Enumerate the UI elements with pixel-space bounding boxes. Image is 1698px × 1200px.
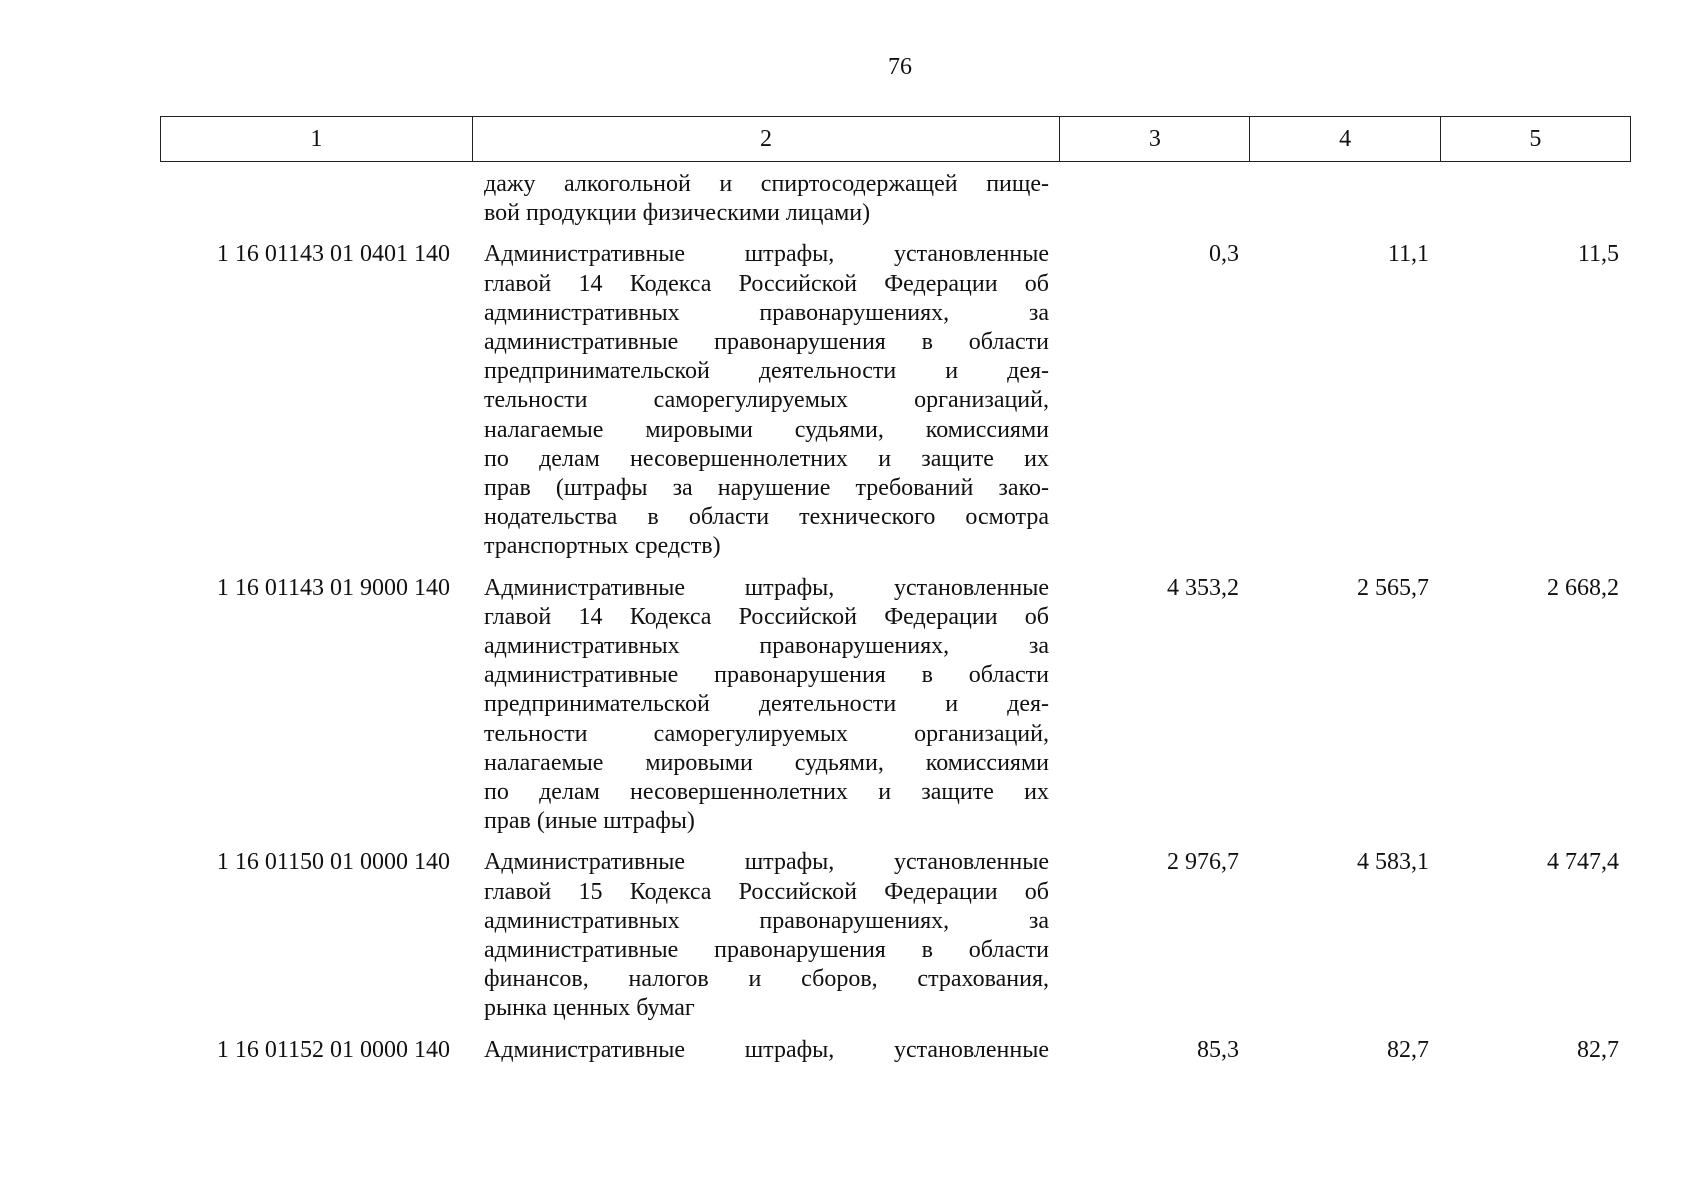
amount-col-3: 85,3	[1197, 1036, 1239, 1063]
budget-code: 1 16 01150 01 0000 140	[216, 849, 450, 876]
description-line: предпринимательской деятельности и дея-	[484, 691, 1049, 718]
budget-code	[160, 170, 472, 240]
revenue-description	[472, 170, 1061, 240]
revenue-description	[472, 1036, 1061, 1077]
description-line: главой 14 Кодекса Российской Федерации об	[484, 270, 1049, 297]
description-line: финансов, налогов и сборов, страхования,	[484, 966, 1049, 993]
amount-col-3: 0,3	[1209, 241, 1239, 268]
description-line: Административные штрафы, установленные	[484, 574, 1049, 601]
table-header	[160, 116, 1631, 162]
description-line: Административные штрафы, установленные	[484, 241, 1049, 268]
description-line: административные правонарушения в области	[484, 662, 1049, 689]
header-col-2: 2	[472, 117, 1060, 162]
amount-col-5	[1441, 170, 1631, 240]
table-row	[160, 848, 1631, 1035]
header-col-1: 1	[161, 117, 473, 162]
description-line: административные правонарушения в области	[484, 329, 1049, 356]
amount-col-4	[1251, 170, 1441, 240]
description-line: налагаемые мировыми судьями, комиссиями	[484, 749, 1049, 776]
amount-col-3: 2 976,7	[1167, 849, 1239, 876]
description-line: предпринимательской деятельности и дея-	[484, 358, 1049, 385]
page-number: 76	[888, 54, 912, 80]
amount-col-4: 2 565,7	[1357, 574, 1429, 601]
description-line: главой 15 Кодекса Российской Федерации об	[484, 878, 1049, 905]
description-line: рынка ценных бумаг	[484, 995, 695, 1022]
description-line: Административные штрафы, установленные	[484, 1036, 1049, 1063]
description-line: нодательства в области технического осмотра	[484, 504, 1049, 531]
amount-col-5: 11,5	[1577, 241, 1619, 268]
description-line: прав (штрафы за нарушение требований зако-	[484, 475, 1049, 502]
amount-col-4: 4 583,1	[1357, 849, 1429, 876]
description-line: прав (иные штрафы)	[484, 808, 695, 835]
header-col-4: 4	[1250, 117, 1440, 162]
table-row	[160, 1036, 1631, 1077]
amount-col-4: 82,7	[1387, 1036, 1429, 1063]
table-row	[160, 170, 1631, 240]
header-row	[161, 117, 1631, 162]
header-col-3: 3	[1060, 117, 1250, 162]
description-line: тельности саморегулируемых организаций,	[484, 720, 1049, 747]
description-line: тельности саморегулируемых организаций,	[484, 387, 1049, 414]
table-body	[160, 170, 1631, 1077]
description-line: административные правонарушения в области	[484, 937, 1049, 964]
description-line: административных правонарушениях, за	[484, 907, 1049, 934]
description-line: дажу алкогольной и спиртосодержащей пище-	[484, 171, 1049, 197]
description-line: Административные штрафы, установленные	[484, 849, 1049, 876]
description-line: вой продукции физическими лицами)	[484, 200, 871, 227]
amount-col-5: 82,7	[1577, 1036, 1619, 1063]
description-line: по делам несовершеннолетних и защите их	[484, 779, 1049, 806]
amount-col-5: 4 747,4	[1547, 849, 1619, 876]
revenue-description	[472, 848, 1061, 1035]
table-row	[160, 574, 1631, 849]
budget-code: 1 16 01152 01 0000 140	[216, 1036, 450, 1063]
description-line: транспортных средств)	[484, 533, 721, 560]
budget-code: 1 16 01143 01 9000 140	[216, 574, 450, 601]
table-row	[160, 240, 1631, 573]
amount-col-3: 4 353,2	[1167, 574, 1239, 601]
budget-code: 1 16 01143 01 0401 140	[216, 241, 450, 268]
description-line: главой 14 Кодекса Российской Федерации об	[484, 603, 1049, 630]
amount-col-4: 11,1	[1387, 241, 1429, 268]
description-line: по делам несовершеннолетних и защите их	[484, 445, 1049, 472]
description-line: административных правонарушениях, за	[484, 299, 1049, 326]
description-line: налагаемые мировыми судьями, комиссиями	[484, 416, 1049, 443]
revenue-description	[472, 240, 1061, 573]
amount-col-5: 2 668,2	[1547, 574, 1619, 601]
header-col-5: 5	[1440, 117, 1630, 162]
description-line: административных правонарушениях, за	[484, 633, 1049, 660]
amount-col-3	[1061, 170, 1251, 240]
revenue-description	[472, 574, 1061, 849]
